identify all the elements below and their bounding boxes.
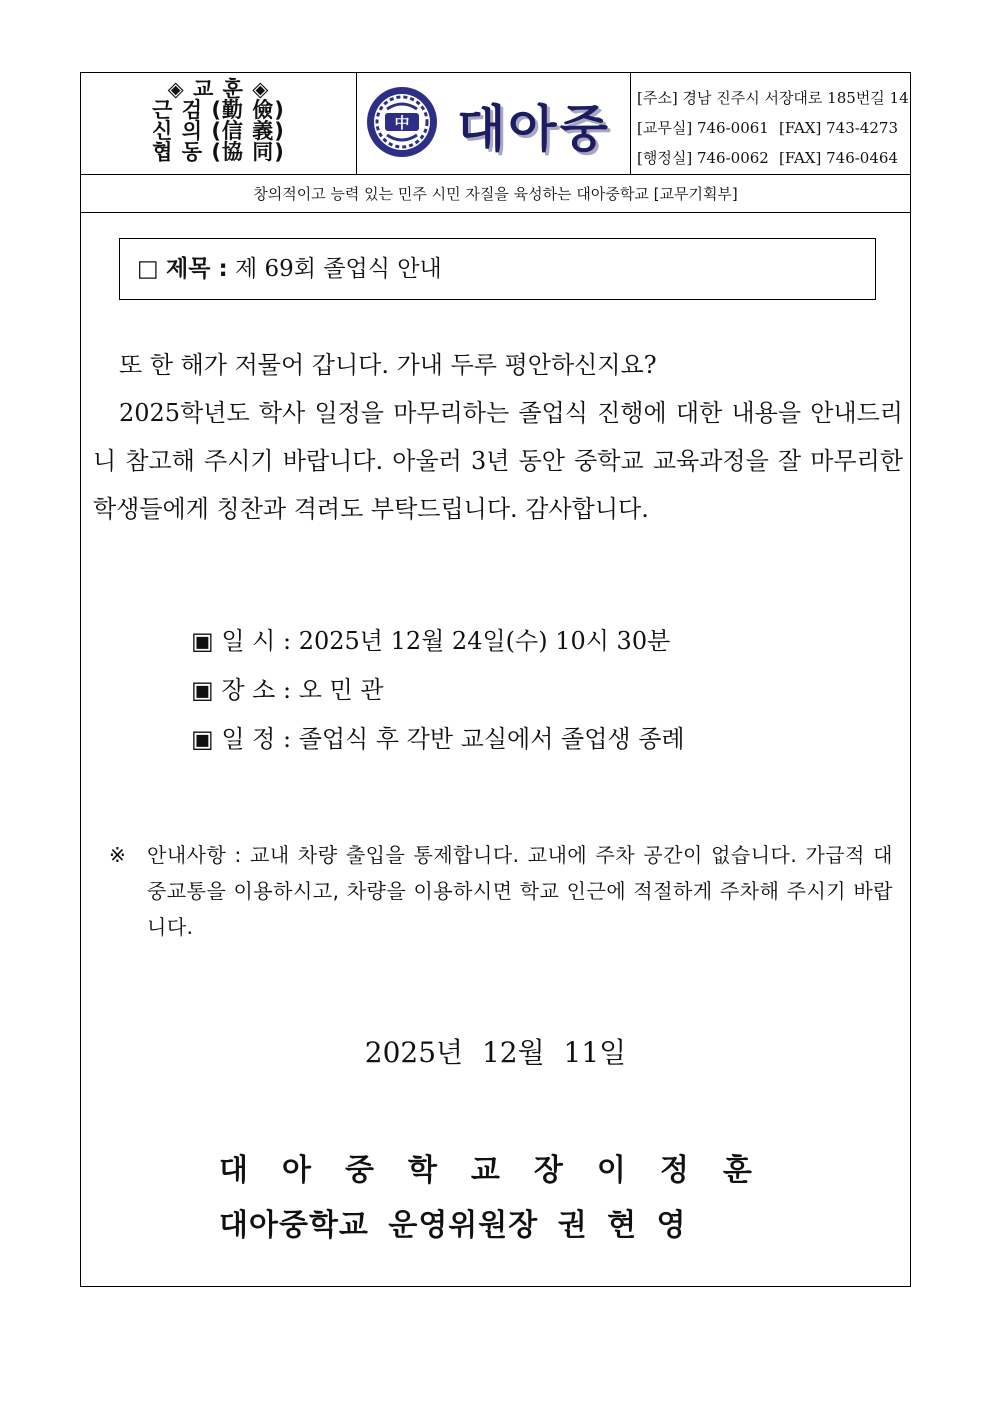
principal-signature: 대아중학교장이정훈 bbox=[219, 1153, 786, 1188]
issue-date: 2025년 12월 11일 bbox=[364, 1036, 627, 1069]
office2-phone: 746-0062 bbox=[696, 149, 769, 167]
bullet-icon: ▣ bbox=[191, 676, 214, 704]
motto-line-3: 협 동 (協 同) bbox=[152, 140, 285, 164]
school-slogan: 창의적이고 능력 있는 민주 시민 자질을 육성하는 대아중학교 [교무기획부] bbox=[81, 175, 910, 213]
bullet-icon: ▣ bbox=[191, 725, 214, 753]
notice bbox=[109, 837, 893, 945]
title-checkbox-mark: □ bbox=[137, 256, 159, 282]
committee-signature: 대아중학교 운영위원장 권 현 영 bbox=[219, 1208, 687, 1243]
office1-fax-number: 743-4273 bbox=[826, 119, 898, 137]
detail-value: 졸업식 후 각반 교실에서 졸업생 종례 bbox=[298, 725, 685, 753]
office1-line bbox=[637, 113, 909, 143]
detail-item-location bbox=[191, 666, 685, 715]
office2-fax-label: [FAX] bbox=[779, 149, 822, 167]
emblem-text: 中 bbox=[394, 114, 410, 132]
document-page bbox=[80, 72, 911, 1287]
school-logo-block bbox=[357, 73, 631, 174]
detail-label: 일 시 : bbox=[221, 627, 292, 655]
motto-title: ◈ 교 훈 ◈ bbox=[167, 77, 270, 101]
detail-item-schedule bbox=[191, 715, 685, 764]
letter-body bbox=[93, 341, 903, 533]
office1-fax bbox=[779, 113, 898, 143]
office2-label: [행정실] bbox=[637, 149, 693, 167]
school-motto bbox=[81, 73, 357, 174]
office1-phone: 746-0061 bbox=[696, 119, 769, 137]
school-emblem-icon bbox=[365, 85, 439, 159]
office2-fax bbox=[779, 143, 898, 173]
office1-label: [교무실] bbox=[637, 119, 693, 137]
detail-value: 오 민 관 bbox=[298, 676, 384, 704]
address-label: [주소] bbox=[637, 89, 678, 107]
detail-label: 일 정 : bbox=[221, 725, 292, 753]
body-paragraph-2: 2025학년도 학사 일정을 마무리하는 졸업식 진행에 대한 내용을 안내드리니 참고해 주시기 바랍니다. 아울러 3년 동안 중학교 교육과정을 잘 마무리한 학생들에게 칭찬과 격려도 부탁드립니다. 감사합니다. bbox=[93, 399, 903, 523]
address-line bbox=[637, 83, 909, 113]
title-label: 제목 : bbox=[166, 256, 228, 282]
office2-fax-number: 746-0464 bbox=[826, 149, 898, 167]
title-text: 제 69회 졸업식 안내 bbox=[235, 256, 442, 282]
detail-item-datetime bbox=[191, 617, 685, 666]
contact-info bbox=[637, 83, 909, 173]
motto-line-2: 신 의 (信 義) bbox=[152, 119, 285, 143]
detail-value: 2025년 12월 24일(수) 10시 30분 bbox=[298, 627, 671, 655]
reference-mark-icon: ※ bbox=[109, 843, 126, 867]
letterhead bbox=[81, 73, 910, 175]
event-details bbox=[191, 617, 685, 764]
body-paragraph-1: 또 한 해가 저물어 갑니다. 가내 두루 평안하신지요? bbox=[119, 351, 657, 379]
office1-fax-label: [FAX] bbox=[779, 119, 822, 137]
motto-line-1: 근 검 (勤 儉) bbox=[152, 98, 285, 122]
school-name-logo: 대아중 bbox=[457, 100, 611, 158]
office2-line bbox=[637, 143, 909, 173]
address-text: 경남 진주시 서장대로 185번길 14 bbox=[682, 89, 909, 107]
title-box bbox=[119, 238, 876, 300]
bullet-icon: ▣ bbox=[191, 627, 214, 655]
detail-label: 장 소 : bbox=[221, 676, 292, 704]
notice-text: 안내사항 : 교내 차량 출입을 통제합니다. 교내에 주차 공간이 없습니다. 가급적 대중교통을 이용하시고, 차량을 이용하시면 학교 인근에 적절하게 주차해 주시기 바랍니다. bbox=[147, 843, 893, 939]
